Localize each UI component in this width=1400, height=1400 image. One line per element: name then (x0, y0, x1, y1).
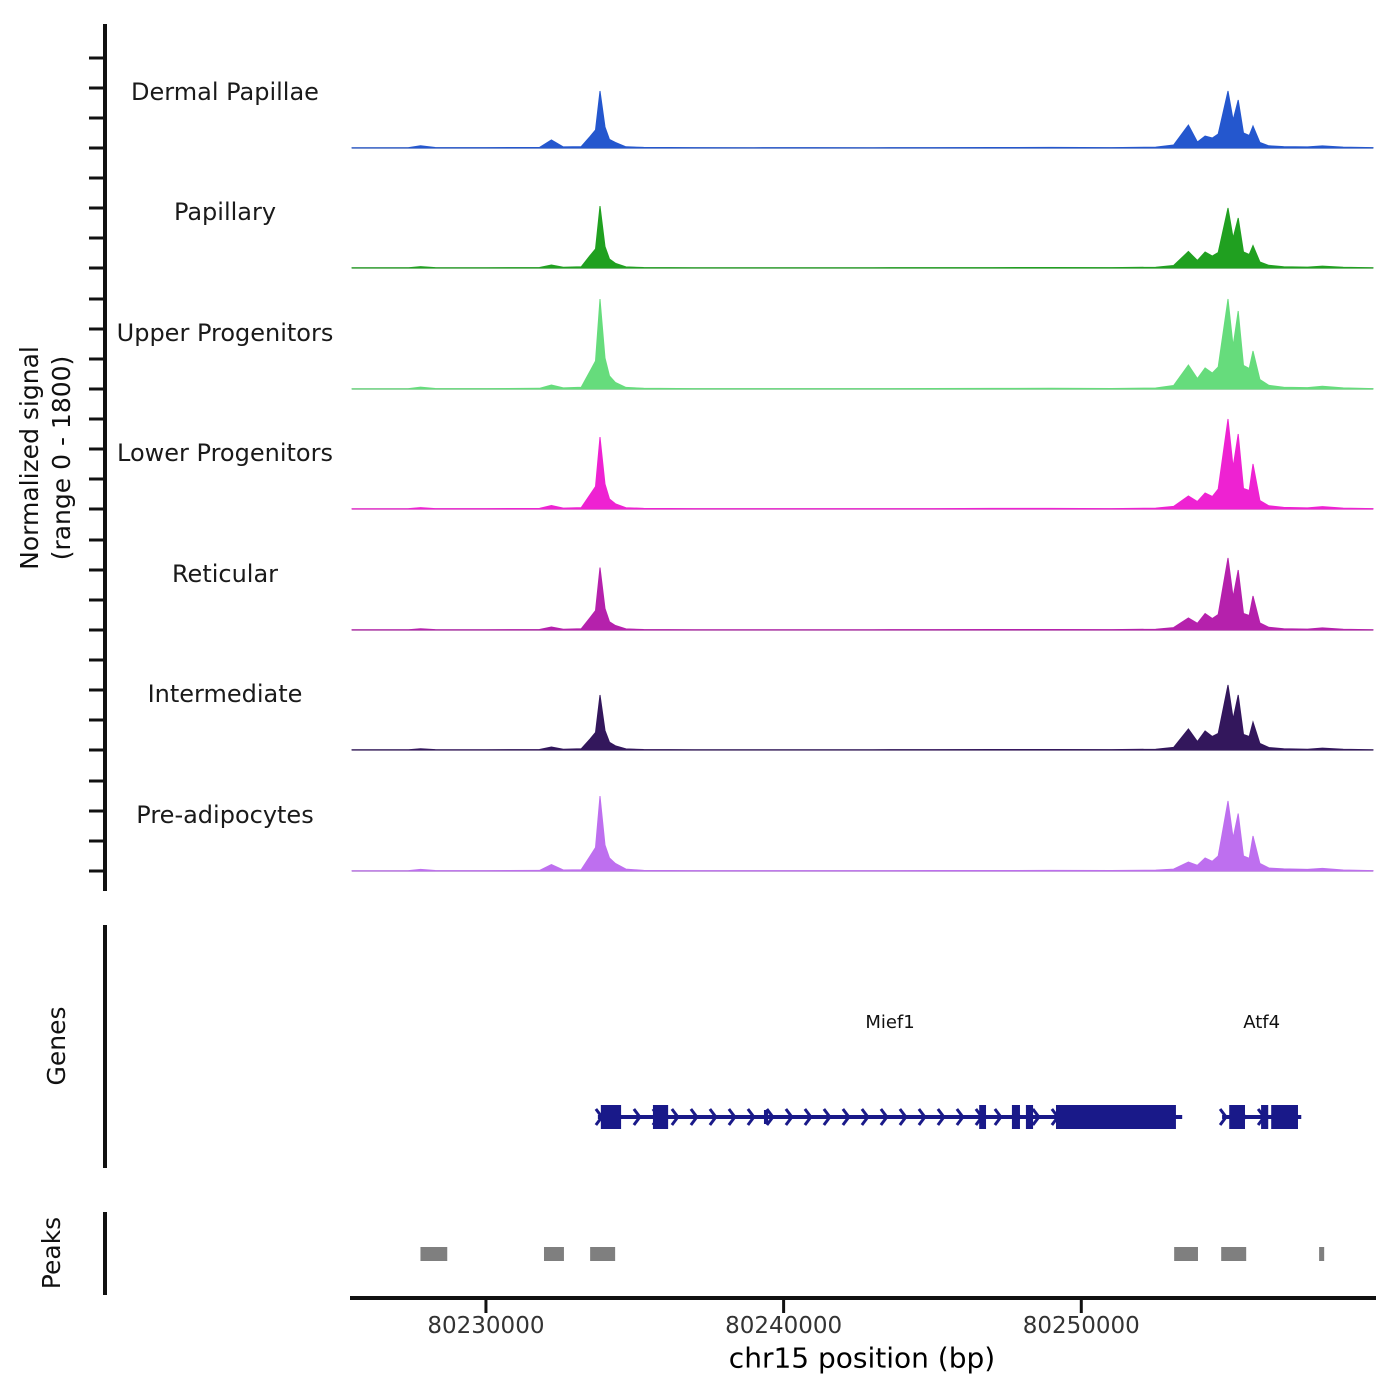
x-axis-title: chr15 position (bp) (728, 1341, 996, 1375)
gene-exon-mief1 (979, 1105, 986, 1129)
gene-exon-mief1 (1026, 1105, 1033, 1129)
gene-exon-atf4 (1261, 1105, 1268, 1129)
gene-exon-mief1 (1012, 1105, 1020, 1129)
x-tick-label-80230000: 80230000 (427, 1313, 545, 1339)
signal-area-papillary (352, 206, 1373, 268)
signal-area-pre-adipocytes (352, 796, 1373, 871)
gene-exon-atf4 (1229, 1105, 1245, 1129)
x-tick-label-80240000: 80240000 (725, 1313, 843, 1339)
signal-area-intermediate (352, 685, 1373, 750)
track-label-papillary: Papillary (173, 198, 277, 226)
gene-exon-mief1 (1056, 1105, 1176, 1129)
gene-exon-mief1 (601, 1105, 621, 1129)
track-label-pre-adipocytes: Pre-adipocytes (136, 801, 314, 829)
track-label-upper-progenitors: Upper Progenitors (116, 319, 334, 347)
peak-region (590, 1247, 615, 1261)
peak-region (1319, 1247, 1324, 1261)
genes-row-label: Genes (42, 1006, 71, 1086)
peak-region (1174, 1247, 1198, 1261)
peak-region (544, 1247, 564, 1261)
y-axis-label (14, 346, 78, 570)
track-label-reticular: Reticular (171, 560, 279, 588)
gene-exon-mief1 (653, 1105, 668, 1129)
gene-exon-mief1 (764, 1110, 768, 1124)
y-axis-label-line1: Normalized signal (15, 346, 44, 570)
signal-area-reticular (352, 558, 1373, 630)
signal-area-upper-progenitors (352, 299, 1373, 389)
x-tick-label-80250000: 80250000 (1022, 1313, 1140, 1339)
gene-exon-atf4 (1271, 1105, 1298, 1129)
signal-area-lower-progenitors (352, 419, 1373, 509)
peaks-row-label: Peaks (37, 1216, 66, 1290)
track-label-dermal-papillae: Dermal Papillae (131, 78, 319, 106)
y-axis-label-line2: (range 0 - 1800) (47, 355, 76, 561)
peak-region (420, 1247, 447, 1261)
track-label-lower-progenitors: Lower Progenitors (117, 439, 333, 467)
peak-region (1221, 1247, 1246, 1261)
gene-label-mief1: Mief1 (865, 1012, 915, 1033)
signal-area-dermal-papillae (352, 91, 1373, 148)
gene-label-atf4: Atf4 (1243, 1012, 1281, 1033)
track-label-intermediate: Intermediate (147, 680, 303, 708)
